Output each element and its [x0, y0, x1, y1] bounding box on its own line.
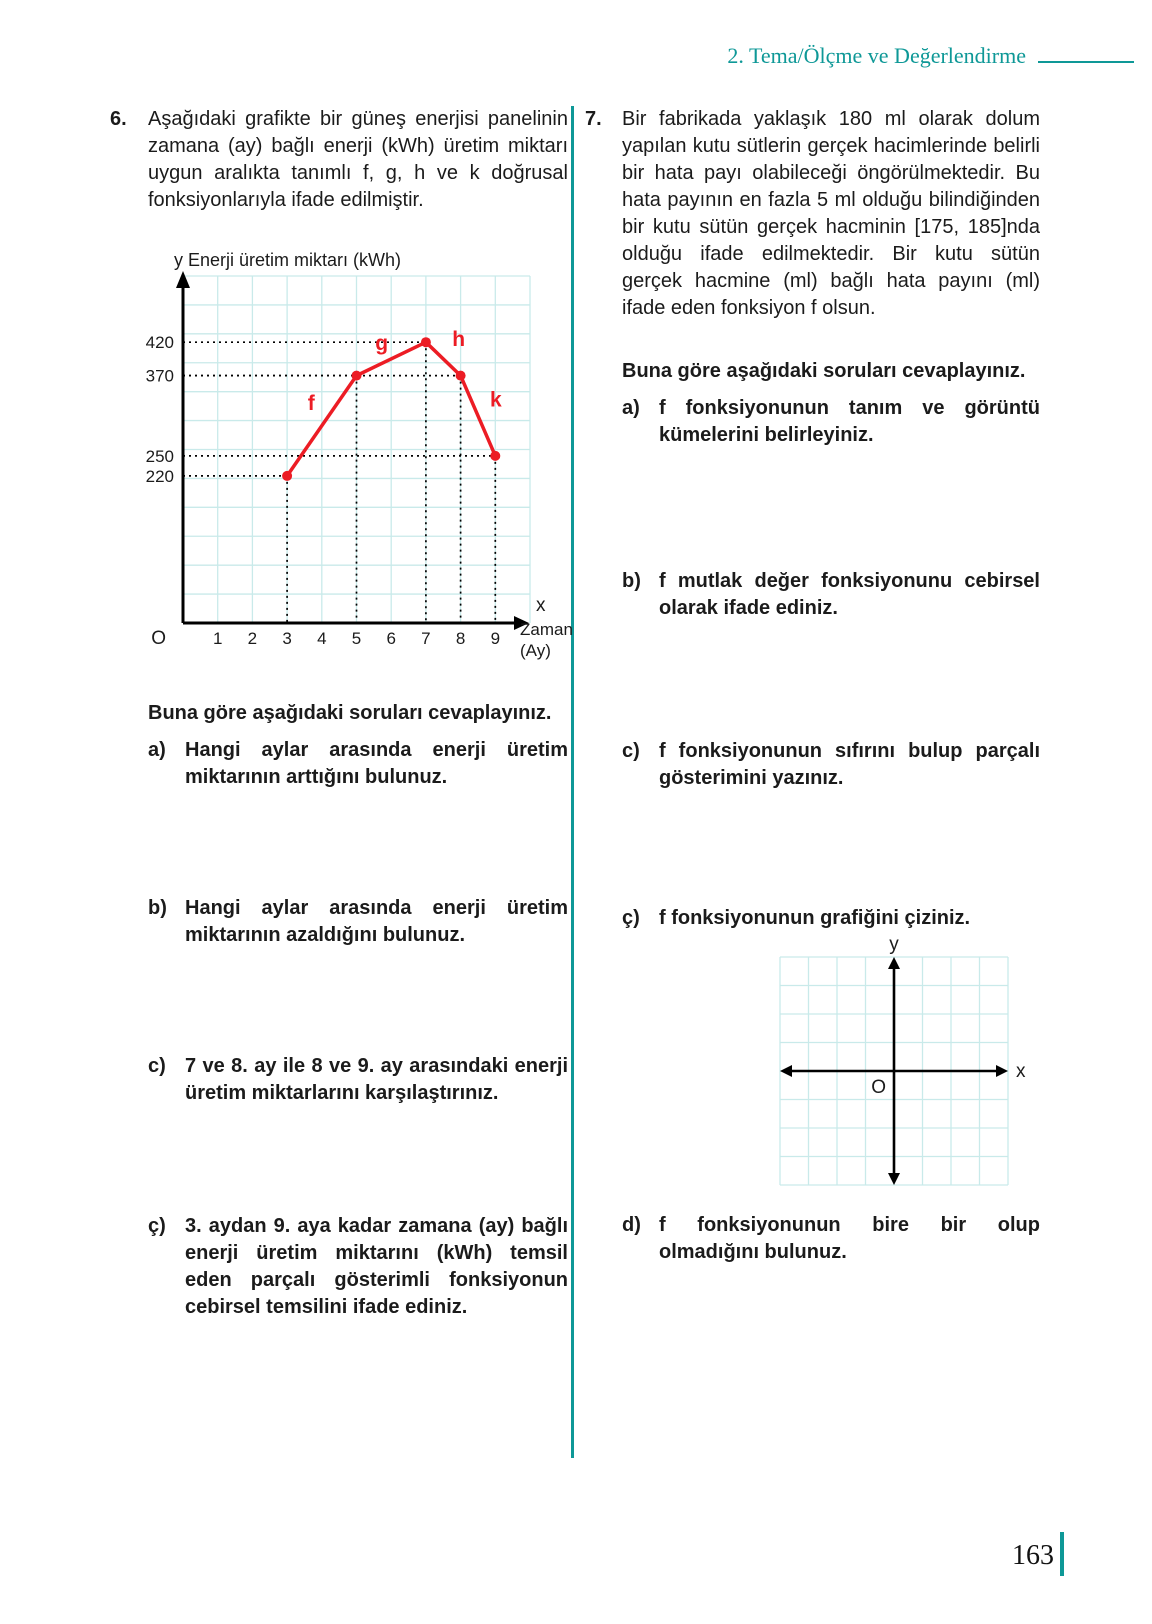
item-text: f fonksiyonunun bire bir olup olmadığını bulunuz. — [659, 1214, 1040, 1263]
svg-text:250: 250 — [145, 446, 174, 466]
question-7-item-c — [622, 738, 1040, 792]
svg-text:5: 5 — [351, 629, 362, 648]
item-text: f fonksiyonunun grafiğini çiziniz. — [659, 907, 971, 929]
question-6-text: Aşağıdaki grafikte bir güneş enerjisi panelinin zamana (ay) bağlı enerji (kWh) üretim miktarı uygun aralıkta tanımlı f, g, h ve k doğrusal fonksiyonlarıyla ifade edilmiştir. — [148, 108, 568, 211]
svg-text:k: k — [489, 388, 502, 412]
question-6 — [110, 106, 568, 214]
item-text: f fonksiyonunun tanım ve görüntü kümelerini belirleyiniz. — [659, 397, 1040, 446]
question-7-item-b — [622, 568, 1040, 622]
question-6-item-c — [148, 1053, 568, 1107]
energy-graph-figure — [138, 246, 573, 671]
svg-text:8: 8 — [455, 629, 466, 648]
item-text: 3. aydan 9. aya kadar zamana (ay) bağlı enerji üretim miktarını (kWh) temsil eden parçalı gösterimli fonksiyonun cebirsel temsilini ifade ediniz. — [185, 1215, 568, 1318]
question-7-body — [585, 358, 1040, 1266]
question-6-number: 6. — [110, 108, 127, 130]
item-label: c) — [148, 1055, 166, 1077]
svg-text:220: 220 — [145, 466, 174, 486]
item-label: a) — [622, 397, 640, 419]
question-7-number: 7. — [585, 108, 602, 130]
svg-text:2: 2 — [247, 629, 258, 648]
svg-text:x: x — [1016, 1061, 1026, 1082]
svg-text:3: 3 — [282, 629, 292, 648]
question-6-item-b — [148, 895, 568, 949]
question-6-item-cedilla-c — [148, 1213, 568, 1321]
question-6-body — [110, 246, 573, 1321]
svg-text:x: x — [536, 595, 546, 616]
question-6-item-a — [148, 737, 568, 791]
svg-text:y Enerji üretim miktarı (kWh): y Enerji üretim miktarı (kWh) — [174, 250, 402, 270]
svg-text:y: y — [889, 937, 899, 955]
question-7-text: Bir fabrikada yaklaşık 180 ml olarak dolum yapılan kutu sütlerin gerçek hacimlerinde belirli bir hata payı olabileceği öngörülmektedir. Bu hata payının en fazla 5 ml olduğu bilindiğinden bir kutu sütün gerçek hacminin [175, 185]nda olduğu ifade edilmektedir. Bir kutu sütün gerçek hacmine (ml) bağlı hata payını (ml) ifade eden fonksiyon f olsun. — [622, 108, 1040, 319]
page-header — [0, 44, 1134, 68]
energy-production-chart — [138, 246, 588, 671]
svg-text:(Ay): (Ay) — [520, 641, 551, 660]
item-text: Hangi aylar arasında enerji üretim miktarının azaldığını bulunuz. — [185, 897, 568, 946]
page-number: 163 — [1012, 1540, 1054, 1571]
header-rule — [1038, 61, 1134, 63]
page-number-accent-bar — [1060, 1532, 1064, 1576]
item-label: b) — [148, 897, 167, 919]
item-label: b) — [622, 570, 641, 592]
svg-text:4: 4 — [317, 629, 327, 648]
svg-text:9: 9 — [490, 629, 501, 648]
question-7-item-a — [622, 395, 1040, 449]
svg-text:O: O — [871, 1077, 886, 1098]
empty-coordinate-grid — [768, 937, 1038, 1202]
item-label: ç) — [622, 907, 640, 929]
right-column — [585, 106, 1040, 1266]
question-7-item-cedilla-c — [622, 905, 1040, 932]
left-column — [110, 106, 573, 1321]
svg-text:O: O — [151, 628, 166, 649]
question-7-item-d — [622, 1212, 1040, 1266]
svg-text:420: 420 — [145, 333, 174, 353]
svg-text:f: f — [307, 391, 315, 415]
item-label: ç) — [148, 1215, 166, 1237]
svg-text:7: 7 — [421, 629, 431, 648]
empty-grid-figure — [768, 937, 1040, 1202]
question-7-lead: Buna göre aşağıdaki soruları cevaplayınız. — [622, 360, 1026, 382]
svg-text:g: g — [375, 331, 389, 355]
question-6-lead: Buna göre aşağıdaki soruları cevaplayınız. — [148, 702, 552, 724]
svg-text:6: 6 — [386, 629, 396, 648]
item-text: f fonksiyonunun sıfırını bulup parçalı gösterimini yazınız. — [659, 740, 1040, 789]
svg-text:h: h — [452, 327, 466, 351]
svg-text:1: 1 — [212, 629, 223, 648]
item-text: f mutlak değer fonksiyonunu cebirsel olarak ifade ediniz. — [659, 570, 1040, 619]
svg-text:370: 370 — [145, 366, 174, 386]
svg-text:Zaman: Zaman — [520, 620, 573, 639]
item-text: 7 ve 8. ay ile 8 ve 9. ay arasındaki enerji üretim miktarlarını karşılaştırınız. — [185, 1055, 568, 1104]
chapter-title: 2. Tema/Ölçme ve Değerlendirme — [727, 43, 1026, 68]
item-text: Hangi aylar arasında enerji üretim miktarının arttığını bulunuz. — [185, 739, 568, 788]
item-label: d) — [622, 1214, 641, 1236]
question-7 — [585, 106, 1040, 322]
item-label: c) — [622, 740, 640, 762]
item-label: a) — [148, 739, 166, 761]
